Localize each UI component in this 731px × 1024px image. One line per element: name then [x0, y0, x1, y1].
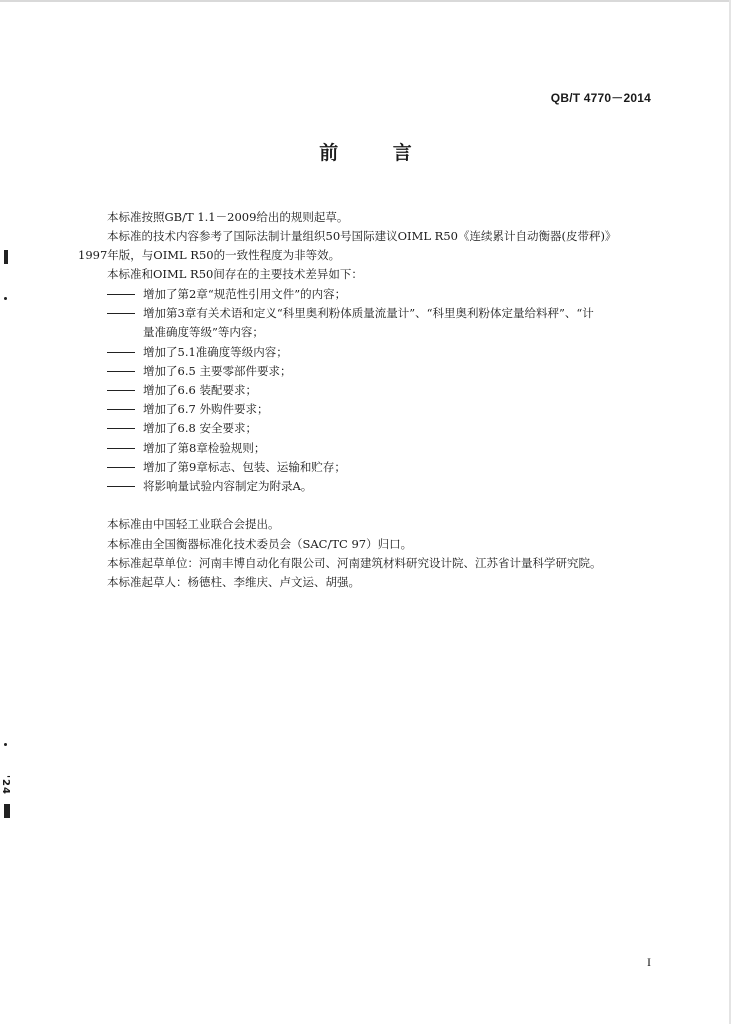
binding-dot	[4, 297, 7, 300]
binding-dot	[4, 743, 7, 746]
side-margin-mark: '24	[0, 775, 11, 795]
list-item: 增加了6.8 安全要求；	[107, 419, 257, 438]
paragraph: 本标准和OIML R50间存在的主要技术差异如下：	[107, 267, 363, 281]
paragraph: 本标准按照GB/T 1.1－2009给出的规则起草。	[107, 210, 349, 224]
page-title: 前 言	[319, 142, 436, 164]
dash-mark	[107, 486, 135, 487]
page-number: I	[647, 955, 651, 969]
paragraph: 本标准起草人：杨德柱、李维庆、卢文运、胡强。	[107, 575, 360, 589]
list-item: 增加了第9章标志、包装、运输和贮存；	[107, 458, 346, 477]
list-item: 增加了第2章“规范性引用文件”的内容；	[107, 285, 346, 304]
paragraph: 本标准的技术内容参考了国际法制计量组织50号国际建议OIML R50《连续累计自动衡器(皮带秤)》	[107, 229, 617, 243]
dash-mark	[107, 313, 135, 314]
dash-mark	[107, 294, 135, 295]
paragraph: 本标准由中国轻工业联合会提出。	[107, 517, 280, 531]
paragraph: 本标准由全国衡器标准化技术委员会（SAC/TC 97）归口。	[107, 537, 413, 551]
dash-mark	[107, 371, 135, 372]
dash-mark	[107, 428, 135, 429]
binding-block	[4, 804, 10, 818]
list-item: 增加了5.1准确度等级内容；	[107, 343, 288, 362]
list-item: 增加了6.7 外购件要求；	[107, 400, 268, 419]
list-item: 将影响量试验内容制定为附录A。	[107, 477, 312, 496]
dash-mark	[107, 352, 135, 353]
scan-edge-top	[0, 0, 731, 2]
dash-mark	[107, 409, 135, 410]
binding-mark	[4, 250, 8, 264]
list-item: 增加了6.5 主要零部件要求；	[107, 362, 291, 381]
dash-mark	[107, 390, 135, 391]
paragraph-continued: 1997年版，与OIML R50的一致性程度为非等效。	[78, 248, 341, 262]
list-item: 增加第3章有关术语和定义“科里奥利粉体质量流量计”、“科里奥利粉体定量给料秤”、“计	[107, 304, 594, 323]
list-item: 增加了6.6 装配要求；	[107, 381, 257, 400]
document-number: QB/T 4770－2014	[550, 91, 651, 105]
list-item-continued: 量准确度等级”等内容；	[143, 325, 264, 339]
paragraph: 本标准起草单位：河南丰博自动化有限公司、河南建筑材料研究设计院、江苏省计量科学研究院。	[107, 556, 602, 570]
dash-mark	[107, 467, 135, 468]
list-item: 增加了第8章检验规则；	[107, 439, 265, 458]
dash-mark	[107, 448, 135, 449]
